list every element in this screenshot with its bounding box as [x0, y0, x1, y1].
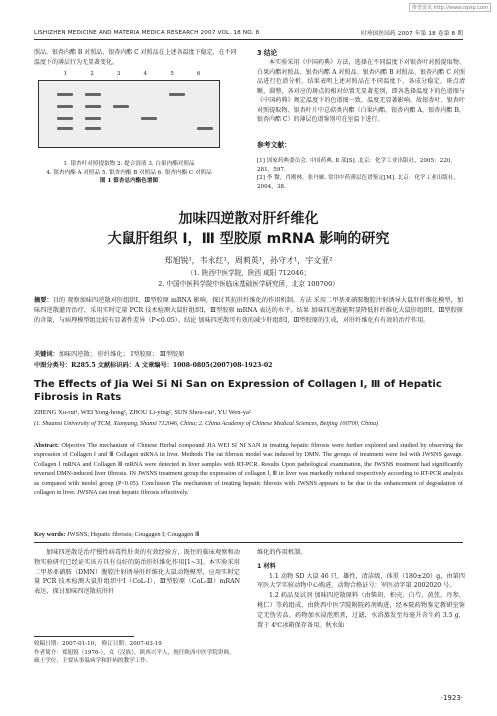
- english-title: The Effects of Jia Wei Si Ni San on Expression of Collagen Ⅰ, Ⅲ of Hepatic Fibrosis in Rats: [34, 379, 442, 403]
- references-heading: 参考文献：: [257, 141, 291, 149]
- running-header: [34, 27, 463, 40]
- right-column: [257, 548, 465, 630]
- running-header-right: 时珍国医国药 2007 年第 18 卷第 8 期: [361, 31, 463, 37]
- references-section: [257, 140, 465, 191]
- authors: 郑旭锐¹，韦永红¹，周莉英¹，孙守才¹，宇文亚²: [164, 256, 333, 265]
- lane: [195, 81, 215, 147]
- lane: [167, 81, 187, 147]
- english-authors: ZHENG Xu-rui¹, WEI Yong-hong¹, ZHOU Li-ying¹, SUN Shou-cai¹, YU Wen-ya²: [34, 409, 251, 416]
- lane-number: 3: [116, 71, 121, 77]
- keywords-text: 加味四逆散； 肝纤维化； Ⅰ型胶原； Ⅲ型胶原: [58, 351, 185, 358]
- english-abstract: [34, 441, 463, 497]
- lane-number: 1: [63, 71, 68, 77]
- lane-number: 6: [196, 71, 201, 77]
- top-left-text: 照品，银杏内酯 B 对照品，银杏内酯 C 对照品在上述各温度下稳定，在不同温度下的薄层行为无显著变化。: [34, 49, 237, 66]
- right-column-intro: 维化的作用机制。: [257, 549, 307, 556]
- english-keywords-text: JWSNS; Hepatic fibrosis; Cougagen Ⅰ; Cougagen Ⅲ: [67, 531, 200, 538]
- band: [57, 93, 73, 96]
- keywords: [34, 350, 463, 360]
- legend-line: 1. 银杏叶对照提取物 2. 提合溶液 3. 白果内酯对照品: [63, 161, 195, 167]
- author-bio: 作者简介：郑旭锐（1976-），女（汉族），陕西兴平人，现任陕西中医学院讲师，硕士学位，主要从事温病学和肝病的教学工作。: [34, 649, 235, 664]
- tlc-chromatogram: [38, 80, 220, 148]
- abstract: [34, 296, 463, 325]
- keywords-label: 关键词：: [34, 351, 59, 358]
- band: [85, 93, 101, 96]
- english-affiliation: (1. Shaanxi University of TCM, Xianyang, Shanxi 712046, China; 2. China Academy of Chinese Medical Sciences, Beijing 100700, China): [34, 420, 379, 427]
- running-header-left: LISHIZHEN MEDICINE AND MATERIA MEDICA RESEARCH 2007 VOL. 18 NO. 8: [34, 30, 260, 36]
- band: [197, 127, 213, 130]
- figure-legend: [24, 160, 234, 186]
- reference-item: [2] 李 微，肖刚林，张丹雁. 常用中药薄层色谱鉴定[M]. 北京：化学工业出版社，2004，38.: [257, 175, 460, 190]
- lane: [55, 81, 75, 147]
- band: [169, 93, 185, 96]
- footnote-divider: [34, 636, 134, 637]
- band: [57, 117, 73, 120]
- english-keywords: [34, 530, 463, 539]
- abstract-text: 目的 观察加味四逆散对肝组织Ⅰ，Ⅲ型胶原 mRNA 影响，探讨其抗肝纤维化的作用机制。方法 采用二甲基亚硝胺腹腔注射诱导大鼠肝纤维化模型，加味四逆散灌胃治疗，采用实时定量 PCR 技术检测大鼠肝组织Ⅰ，Ⅲ型胶原 mRNA 表达的水平。结果 加味四逆散能明显降低肝纤维化大鼠肝组织Ⅰ，Ⅲ型胶原的含量，与病理模型组比较有显著性差异（P<0.05）。结论 加味四逆散可有效的减少肝组织Ⅰ，Ⅲ型胶原的生成，对肝纤维化有有效的治疗作用。: [34, 297, 464, 324]
- english-abstract-label: Abstract:: [34, 442, 60, 449]
- materials-heading: 1 材料: [257, 562, 276, 570]
- footnote: [34, 640, 240, 666]
- abstract-label: 摘要：: [34, 297, 53, 304]
- materials-reagents: 1.2 药品及试剂 加味四逆散原料（由柴胡、枳壳、白芍、黄芪、丹参、桃仁）等药组成，由陕西中医学院附院药剂购进，经本院药物鉴定教研室鉴定无伪劣品。药物加水浸泡煎煮，过滤，水浴蒸发至每毫升含生药 3.5 g，置于 4℃冰箱保存备用。秋水仙: [257, 592, 465, 629]
- page-number: ·1923·: [440, 694, 463, 702]
- conclusion-section: [257, 48, 465, 125]
- band: [57, 127, 73, 130]
- lane-number: 4: [143, 71, 148, 77]
- affiliation-2: 2. 中国中医科学院中医临床基础医学研究所，北京 100700）: [158, 280, 339, 288]
- lane: [83, 81, 103, 147]
- reference-item: [1] 国家药典委员会. 中国药典. Ⅱ 部[S]. 北京：化学工业出版社，2005：220，281，597.: [257, 158, 456, 173]
- watermark: 维普资讯 http://www.cqvip.com: [409, 3, 491, 12]
- english-keywords-label: Key words:: [34, 531, 66, 538]
- lane: [139, 81, 159, 147]
- lane-numbers: [52, 71, 212, 77]
- received-date: 收稿日期：2007-01-10； 修订日期：2007-03-19: [34, 641, 162, 647]
- english-abstract-text: Objective The mechanism of Chinese Herbal compound JIA WEI SI NI SAN in treating hepatic fibrosis were further explored and studied by observing the expression of Collagen Ⅰ and Ⅲ Collagen mRNA in liver. Methods The rat fibrosis model was induced by DMN. The groups of treatment were fed with JWSNS gavage. Collagen Ⅰ mRNA and Collagen Ⅲ mRNA were detected in liver samples with RT-PCR. Results Upon pathological examination, the JWSNS treatment had significantly reversed DMN-induced liver fibrosis. IN JWSNS treatment group the expression of collagen Ⅰ, Ⅲ in liver was markedly reduced respectively according to RT-PCR analysis as compared with model group (P<0.05). Conclusion The mechanism of treating hepatic fibrosis with JWSNS appears to be due to the enhancement of degradation of collagen in liver. JWSNA can treat hepatic fibrosis effectively.: [34, 442, 464, 497]
- lane: [111, 81, 131, 147]
- band: [85, 117, 101, 120]
- materials-animals: 1.1 动物 SD 大鼠 46 只，雄性，清洁级，体重（180±20）g，由第四军医大学实验动物中心购进。动物合格证号：军医动字第 2002020 号。: [257, 572, 465, 590]
- lane-number: 2: [90, 71, 94, 77]
- band: [113, 105, 129, 108]
- conclusion-heading: 3 结论: [257, 49, 278, 57]
- figure-caption: 图 1 银杏总内酯色谱图: [99, 178, 159, 184]
- introduction-text: 加味四逆散是治疗慢性病毒性肝炎的有效经验方，既往的临床观察和动物实验研究已经证实该方具有良好的防治肝纤维化作用[1~3]。本实验采用二甲基亚硝胺（DMN）腹腔注射诱导肝纤维化大鼠动物模型，应用实时定量 PCR 技术检测大鼠肝组织中Ⅰ（CoL-Ⅰ），Ⅲ型胶原（CoL-Ⅲ）mRAN 表达，探讨加味四逆散抗肝纤: [34, 549, 240, 596]
- section-divider: [34, 542, 463, 543]
- legend-line: 4. 银杏内酯 A 对照品 5. 银杏内酯 B 对照品 6. 银杏内酯 C 对照品: [46, 169, 212, 176]
- conclusion-text: 本实验采用《中国药典》方法，选择在不同温度下对银杏叶对照提取物、白果内酯对照品、银杏内酯 A 对照品、银杏内酯 B 对照品、银杏内酯 C 对照品进行色谱分析，结果表明上述对照品在不同温度下，各成分稳定，斑点清晰，圆整，各对应的斑点的相对位置无显著差别，即各选择温度下的色谱图与《中国药典》规定温度下的色谱图一致，温度无显著影响，故银杏叶、银杏叶对照提取物、银杏叶片中总萜类内酯（白果内酯、银杏内酯 A、银杏内酯 B、银杏内酯 C）的薄层色谱鉴别可在室温下进行。: [257, 59, 465, 123]
- article-title-line2: 大鼠肝组织 Ⅰ，Ⅲ 型胶原 mRNA 影响的研究: [107, 231, 390, 247]
- affiliation-1: （1. 陕西中医学院，陕西 咸阳 712046；: [186, 269, 311, 277]
- article-title-line1: 加味四逆散对肝纤维化: [178, 211, 319, 227]
- band: [85, 105, 101, 108]
- classification-line: 中图分类号：R285.5 文献标识码：A 文章编号：1008-0805(2007)08-1923-02: [34, 362, 273, 369]
- band: [85, 127, 101, 130]
- band: [57, 105, 73, 108]
- lane-number: 5: [170, 71, 174, 77]
- band: [141, 117, 157, 120]
